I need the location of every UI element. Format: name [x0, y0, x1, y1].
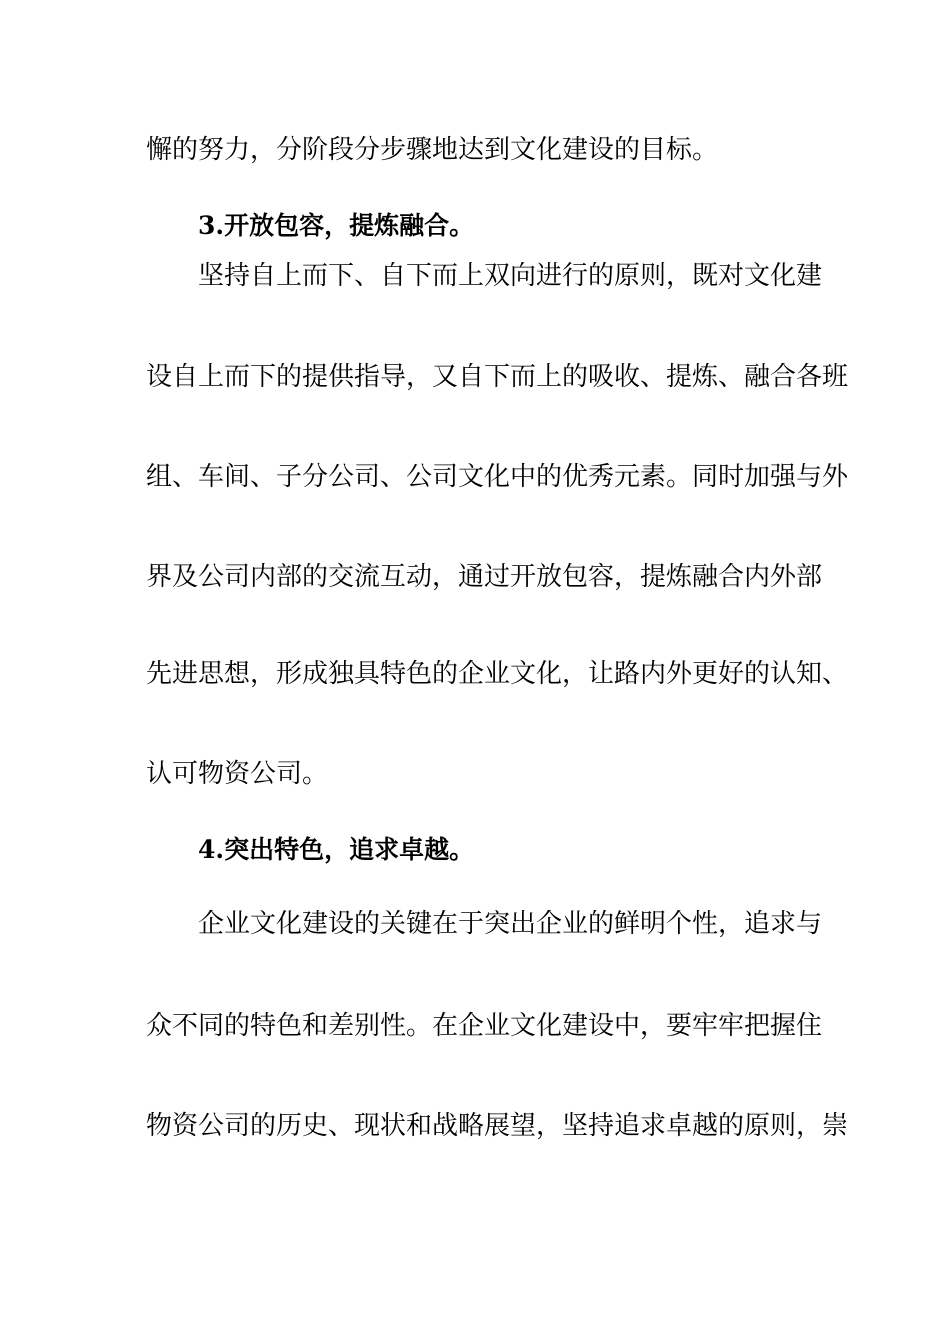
paragraph-line: 懈的努力，分阶段分步骤地达到文化建设的目标。 — [146, 135, 719, 165]
paragraph-line: 物资公司的历史、现状和战略展望，坚持追求卓越的原则，崇 — [146, 1111, 849, 1141]
paragraph-line: 坚持自上而下、自下而上双向进行的原则，既对文化建 — [198, 261, 823, 291]
paragraph-line: 先进思想，形成独具特色的企业文化，让路内外更好的认知、 — [146, 659, 849, 689]
section-heading: 4.突出特色，追求卓越。 — [198, 835, 475, 864]
paragraph-line: 组、车间、子分公司、公司文化中的优秀元素。同时加强与外 — [146, 462, 849, 492]
paragraph-line: 企业文化建设的关键在于突出企业的鲜明个性，追求与 — [198, 909, 823, 939]
paragraph-line: 界及公司内部的交流互动，通过开放包容，提炼融合内外部 — [146, 562, 823, 592]
paragraph-line: 设自上而下的提供指导，又自下而上的吸收、提炼、融合各班 — [146, 362, 849, 392]
paragraph-line: 认可物资公司。 — [146, 759, 329, 789]
paragraph-line: 众不同的特色和差别性。在企业文化建设中，要牢牢把握住 — [146, 1011, 823, 1041]
section-heading: 3.开放包容，提炼融合。 — [198, 211, 475, 240]
